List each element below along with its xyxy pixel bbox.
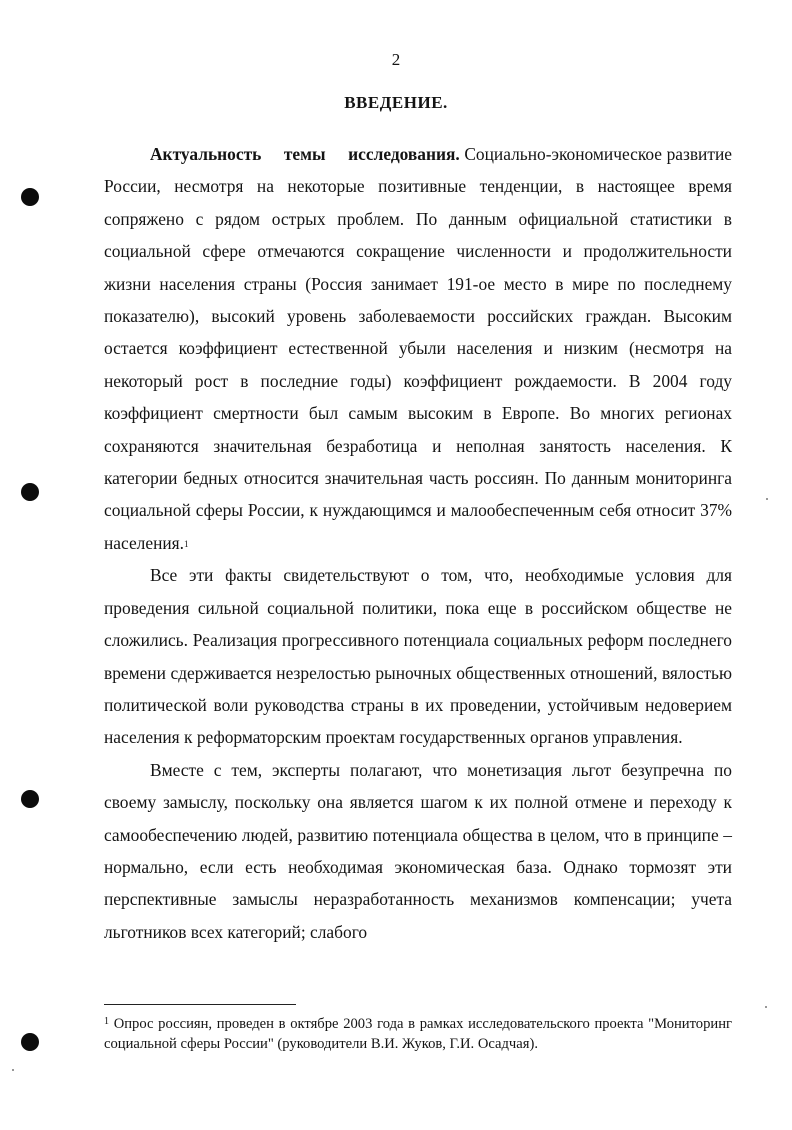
scan-speck: [765, 1006, 767, 1008]
binder-hole-2: [21, 483, 39, 501]
paragraph-relevance: [104, 138, 732, 559]
binder-hole-3: [21, 790, 39, 808]
body-text: [104, 138, 732, 948]
footnote-text: Опрос россиян, проведен в октябре 2003 года в рамках исследовательского проекта "Мониторинг социальной сферы России" (руководители В.И. Жуков, Г.И. Осадчая).: [104, 1016, 732, 1052]
footnote-reference: 1: [184, 538, 189, 549]
footnote: [104, 1014, 732, 1054]
scan-speck: [12, 1069, 14, 1071]
footnote-marker: 1: [104, 1016, 109, 1027]
footnote-divider: [104, 1004, 296, 1005]
binder-hole-4: [21, 1033, 39, 1051]
relevance-heading: Актуальность темы исследования.: [150, 144, 460, 164]
page-title: ВВЕДЕНИЕ.: [344, 93, 448, 112]
relevance-text: Социально-экономическое развитие России, несмотря на некоторые позитивные тенденции, в настоящее время сопряжено с рядом острых проблем. По данным официальной статистики в социальной сфере отмечаются сокращение численности и продолжительности жизни населения страны (Россия занимает 191-ое место в мире по последнему показателю), высокий уровень заболеваемости российских граждан. Высоким остается коэффициент естественной убыли населения и низким (несмотря на некоторый рост в последние годы) коэффициент рождаемости. В 2004 году коэффициент смертности был самым высоким в Европе. Во многих регионах сохраняются значительная безработица и неполная занятость населения. К категории бедных относится значительная часть россиян. По данным мониторинга социальной сферы России, к нуждающимся и малообеспеченным себя относит 37% населения.: [104, 144, 732, 553]
paragraph-experts: Вместе с тем, эксперты полагают, что монетизация льгот безупречна по своему замыслу, поскольку она является шагом к их полной отмене и переходу к самообеспечению людей, развитию потенциала общества в целом, что в принципе – нормально, если есть необходимая экономическая база. Однако тормозят эти перспективные замыслы неразработанность механизмов компенсации; учета льготников всех категорий; слабого: [104, 759, 732, 942]
binder-hole-1: [21, 188, 39, 206]
scan-speck: [766, 498, 768, 500]
page-number: 2: [391, 50, 401, 69]
paragraph-facts: Все эти факты свидетельствуют о том, что, необходимые условия для проведения сильной социальной политики, пока еще в российском обществе не сложились. Реализация прогрессивного потенциала социальных реформ последнего времени сдерживается незрелостью рыночных общественных отношений, вялостью политической воли руководства страны в их проведении, устойчивым недоверием населения к реформаторским проектам государственных органов управления.: [104, 565, 732, 748]
